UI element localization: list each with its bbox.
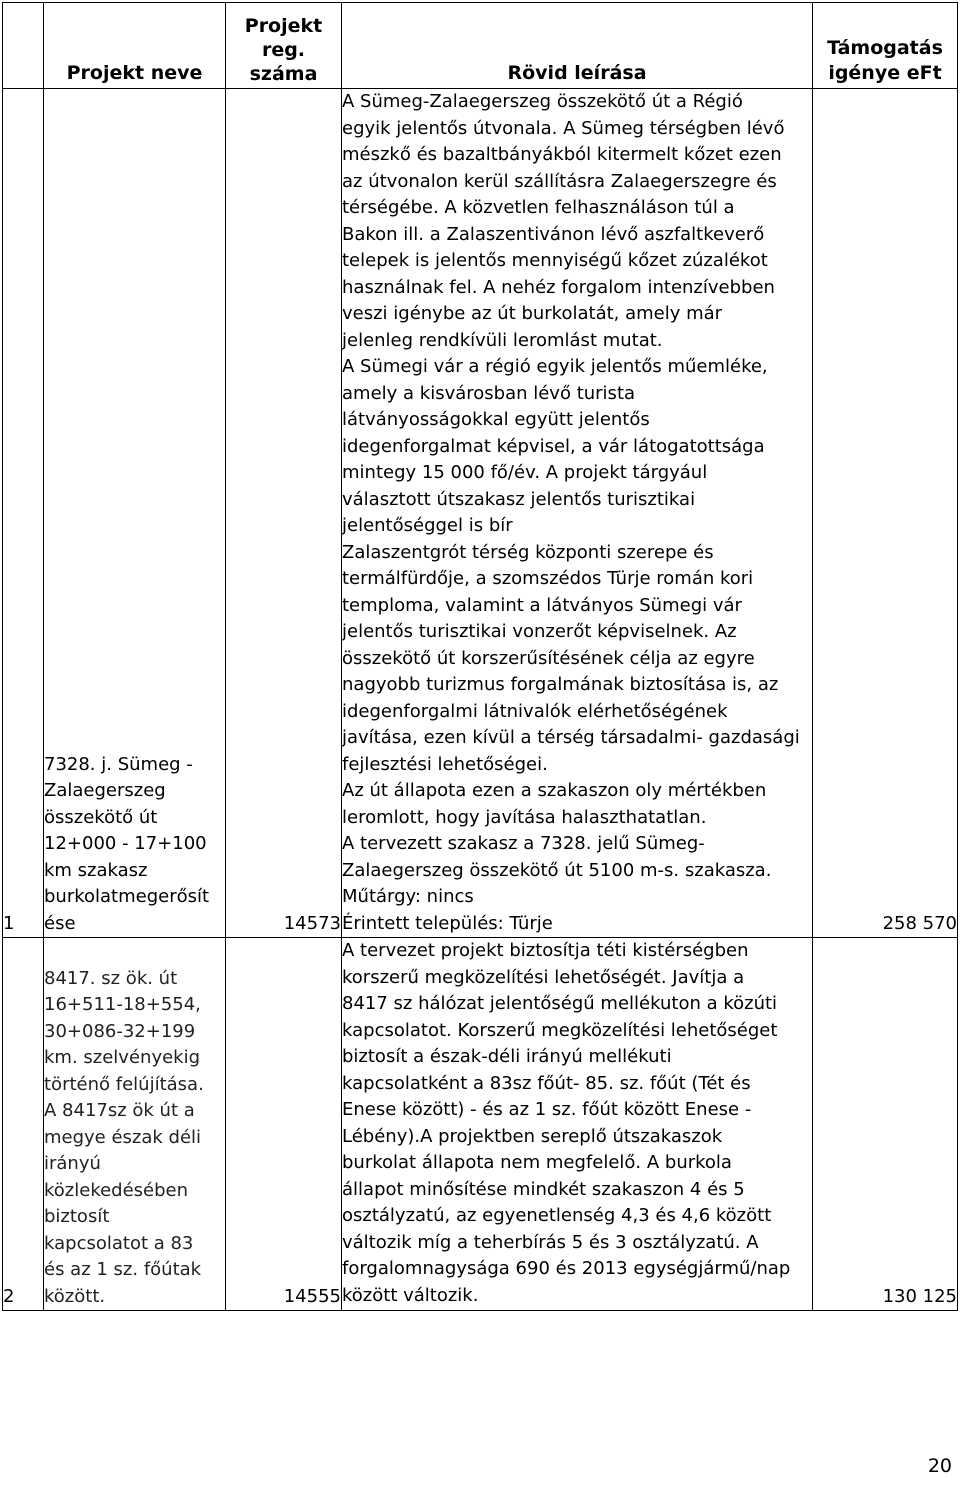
reg-number: 14555 [226,938,342,1311]
project-description [342,89,813,938]
project-description [342,938,813,1311]
header-amount: Támogatás igénye eFt [813,3,958,89]
row-number: 1 [3,89,44,938]
description-paragraph: A tervezett szakasz a 7328. jelű Sümeg- Zalaegerszeg összekötő út 5100 m-s. szakasza. [342,833,772,881]
description-paragraph: Műtárgy: nincs [342,886,474,907]
reg-number: 14573 [226,89,342,938]
header-project-name: Projekt neve [44,3,226,89]
page-number: 20 [927,1455,952,1477]
row-number: 2 [3,938,44,1311]
description-paragraph: Zalaszentgrót térség központi szerepe és termálfürdője, a szomszédos Türje román kori temploma, valamint a látványos Sümegi vár jelentős turisztikai vonzerőt képviselnek. Az összekötő út korszerűsítésének célja az egyre nagyobb turizmus forgalmának biztosítása is, az idegenforgalmi látnivalók elérhetőségének javítása, ezen kívül a térség társadalmi- gazdasági fejlesztési lehetőségei. [342,541,800,775]
description-paragraph: A tervezet projekt biztosítja téti kistérségben korszerű megközelítési lehetőségét. Javítja a 8417 sz hálózat jelentőségű mellékuton a közúti kapcsolatot. Korszerű megközelítési lehetőséget biztosít a észak-déli irányú mellékuti kapcsolatként a 83sz főút- 85. sz. főút (Tét és Enese között) - és az 1 sz. főút között Enese - Lébény).A projektben sereplő útszakaszok burkolat állapota nem megfelelő. A burkola állapot minősítése mindkét szakaszon 4 és 5 osztályzatú, az egyenetlenség 4,3 és 4,6 között változik míg a teherbírás 5 és 3 osztályzatú. A forgalomnagysága 690 és 2013 egységjármű/nap között változik. [342,940,791,1306]
description-paragraph: A Sümegi vár a régió egyik jelentős műemléke, amely a kisvárosban lévő turista látványosságokkal együtt jelentős idegenforgalmat képvisel, a vár látogatottsága mintegy 15 000 fő/év. A projekt tárgyául választott útszakasz jelentős turisztikai jelentőséggel is bír [342,356,768,536]
description-paragraph: Az út állapota ezen a szakaszon oly mértékben leromlott, hogy javítása halaszthatatlan. [342,780,767,828]
project-table [2,2,958,1311]
header-num [3,3,44,89]
project-name: 8417. sz ök. út 16+511-18+554, 30+086-32+199 km. szelvényekig történő felújítása. A 8417sz ök út a megye észak déli irányú közlekedésében biztosít kapcsolatot a 83 és az 1 sz. főútak között. [44,938,226,1311]
header-reg-number: Projekt reg. száma [226,3,342,89]
description-paragraph: A Sümeg-Zalaegerszeg összekötő út a Régió egyik jelentős útvonala. A Sümeg térségben lévő mészkő és bazaltbányákból kitermelt kőzet ezen az útvonalon kerül szállításra Zalaegerszegre és térségébe. A közvetlen felhasználáson túl a Bakon ill. a Zalaszentivánon lévő aszfaltkeverő telepek is jelentős mennyiségű kőzet zúzalékot használnak fel. A nehéz forgalom intenzívebben veszi igénybe az út burkolatát, amely már jelenleg rendkívüli leromlást mutat. [342,91,785,351]
header-row [3,3,958,89]
table-row [3,89,958,938]
project-name: 7328. j. Sümeg - Zalaegerszeg összekötő út 12+000 - 17+100 km szakasz burkolatmegerősít ése [44,89,226,938]
support-amount: 258 570 [813,89,958,938]
header-description: Rövid leírása [342,3,813,89]
support-amount: 130 125 [813,938,958,1311]
description-paragraph: Érintett település: Türje [342,912,553,934]
table-row [3,938,958,1311]
